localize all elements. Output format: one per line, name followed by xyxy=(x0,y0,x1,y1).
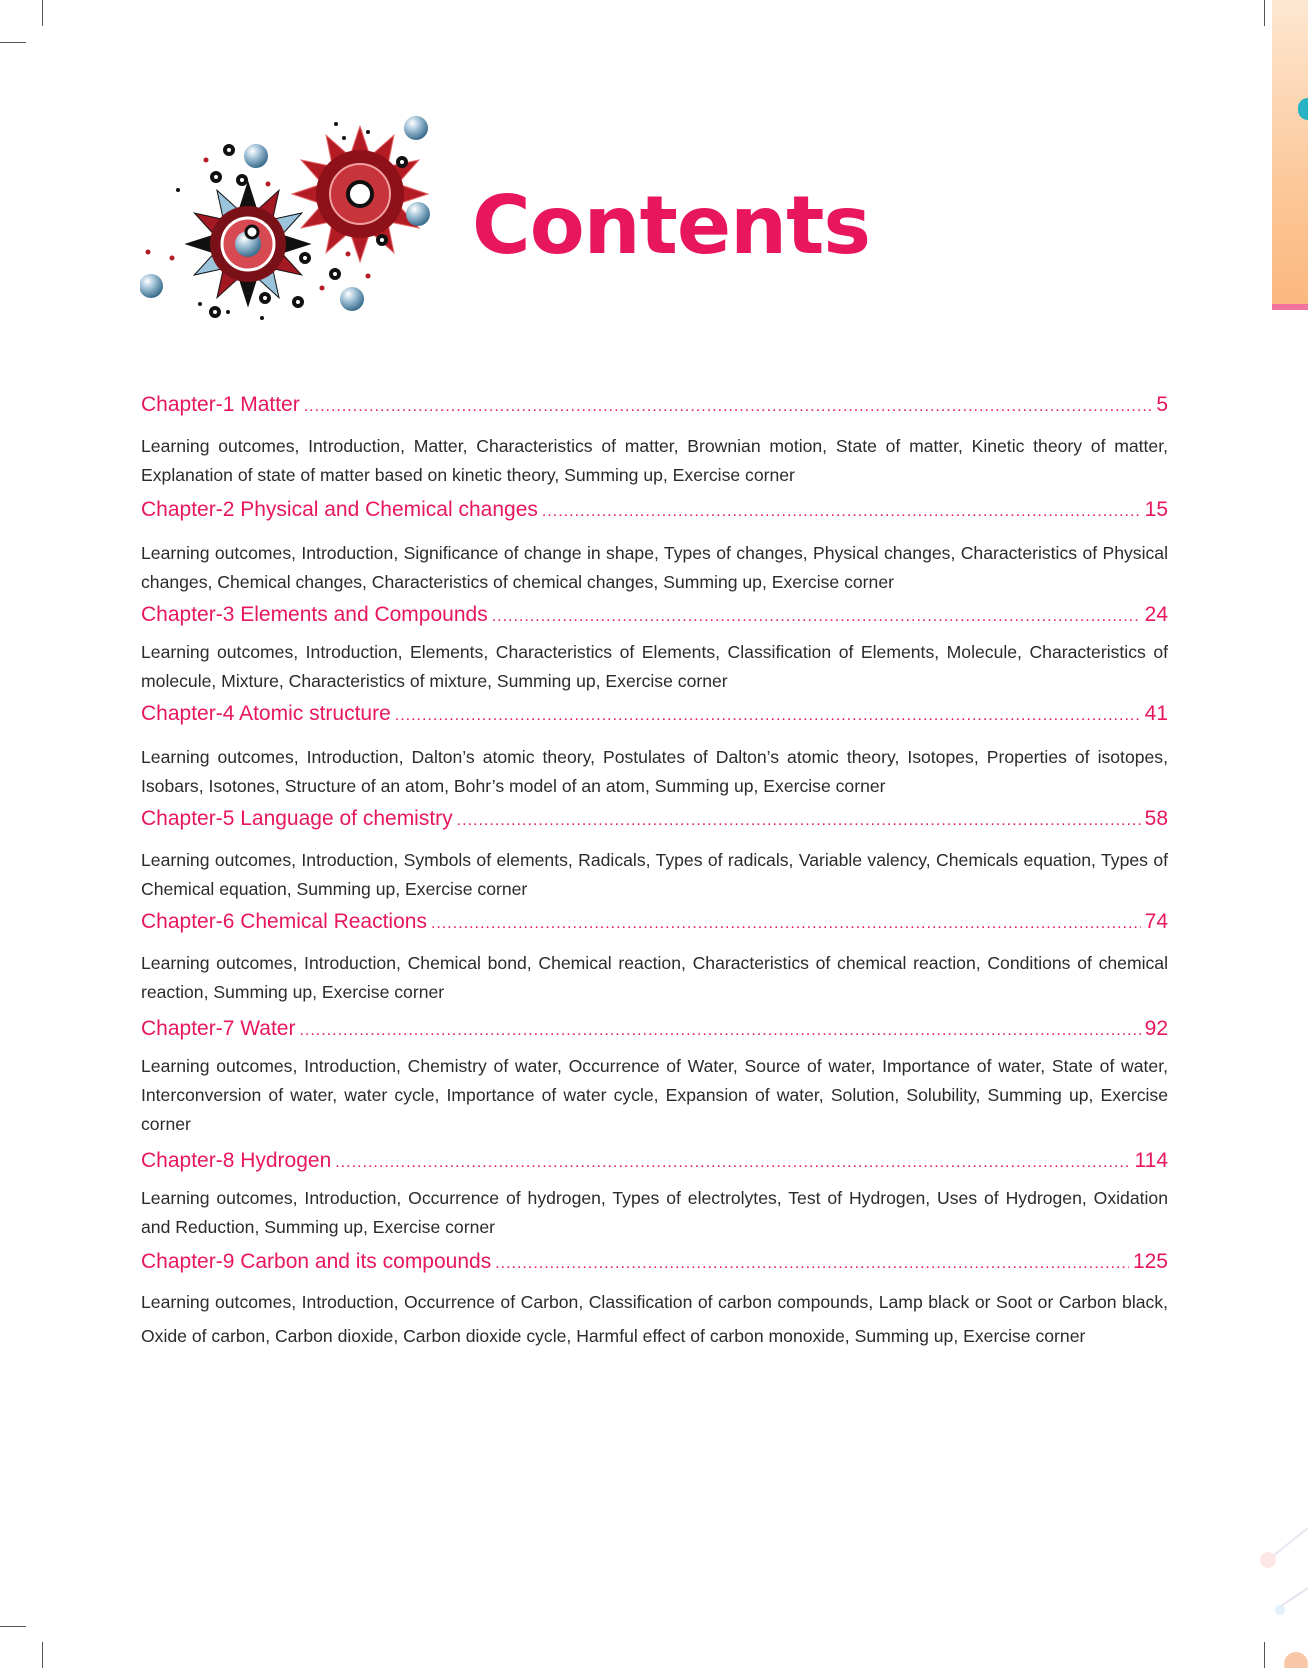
dot-leader xyxy=(457,812,1141,830)
toc-entry-chapter-2 xyxy=(141,498,1168,597)
chapter-heading-line[interactable] xyxy=(141,1250,1168,1277)
corner-molecule-decoration xyxy=(1248,1488,1308,1668)
toc-entry-chapter-4 xyxy=(141,702,1168,801)
dot-leader xyxy=(299,1022,1140,1040)
chapter-topics: Learning outcomes, Introduction, Matter, Characteristics of matter, Brownian motion, State of matter, Kinetic theory of matter, Explanation of state of matter based on kinetic theory, Summing up, Exercise corner xyxy=(141,436,1168,485)
chapter-page-number[interactable]: 125 xyxy=(1132,1250,1168,1273)
chapter-title[interactable]: Chapter-3 Elements and Compounds xyxy=(141,603,488,626)
chapter-page-number[interactable]: 41 xyxy=(1144,702,1168,725)
crop-mark xyxy=(42,1642,43,1668)
page-title: Contents xyxy=(472,179,870,272)
toc-entry-chapter-8 xyxy=(141,1149,1168,1242)
dot-leader xyxy=(304,398,1153,416)
chapter-topics: Learning outcomes, Introduction, Significance of change in shape, Types of changes, Physical changes, Characteristics of Physical changes, Chemical changes, Characteristics of chemical changes, Summing up, Exercise corner xyxy=(141,543,1168,592)
chapter-heading-line[interactable] xyxy=(141,910,1168,937)
chapter-heading-line[interactable] xyxy=(141,1149,1168,1176)
chapter-page-number[interactable]: 5 xyxy=(1156,393,1168,416)
crop-mark xyxy=(1264,0,1265,26)
chapter-page-number[interactable]: 24 xyxy=(1144,603,1168,626)
chapter-page-number[interactable]: 92 xyxy=(1144,1017,1168,1040)
chapter-title[interactable]: Chapter-9 Carbon and its compounds xyxy=(141,1250,492,1273)
toc-entry-chapter-7 xyxy=(141,1017,1168,1139)
toc-entry-chapter-1 xyxy=(141,393,1168,490)
toc-entry-chapter-3 xyxy=(141,603,1168,696)
chapter-title[interactable]: Chapter-5 Language of chemistry xyxy=(141,807,453,830)
chapter-title[interactable]: Chapter-6 Chemical Reactions xyxy=(141,910,427,933)
dot-leader xyxy=(495,1255,1129,1273)
chapter-heading-line[interactable] xyxy=(141,702,1168,729)
chapter-topics: Learning outcomes, Introduction, Occurrence of Carbon, Classification of carbon compounds, Lamp black or Soot or Carbon black, Oxide of carbon, Carbon dioxide, Carbon dioxide cycle, Harmful effect of carbon monoxide, Summing up, Exercise corner xyxy=(141,1292,1168,1346)
chapter-title[interactable]: Chapter-1 Matter xyxy=(141,393,300,416)
chapter-topics: Learning outcomes, Introduction, Chemical bond, Chemical reaction, Characteristics of chemical reaction, Conditions of chemical reaction, Summing up, Exercise corner xyxy=(141,953,1168,1002)
chapter-title[interactable]: Chapter-8 Hydrogen xyxy=(141,1149,332,1172)
toc-entry-chapter-9 xyxy=(141,1250,1168,1353)
side-strip-accent-line xyxy=(1272,304,1308,310)
chapter-title[interactable]: Chapter-7 Water xyxy=(141,1017,296,1040)
crop-mark xyxy=(0,42,26,43)
chapter-topics: Learning outcomes, Introduction, Symbols of elements, Radicals, Types of radicals, Variable valency, Chemicals equation, Types of Chemical equation, Summing up, Exercise corner xyxy=(141,850,1168,899)
chapter-page-number[interactable]: 74 xyxy=(1144,910,1168,933)
dot-leader xyxy=(542,503,1141,521)
chapter-page-number[interactable]: 58 xyxy=(1144,807,1168,830)
crop-mark xyxy=(42,0,43,26)
dot-leader xyxy=(431,915,1141,933)
chapter-topics: Learning outcomes, Introduction, Dalton’s atomic theory, Postulates of Dalton’s atomic theory, Isotopes, Properties of isotopes, Isobars, Isotones, Structure of an atom, Bohr’s model of an atom, Summing up, Exercise corner xyxy=(141,747,1168,796)
chapter-title[interactable]: Chapter-2 Physical and Chemical changes xyxy=(141,498,538,521)
chapter-topics: Learning outcomes, Introduction, Elements, Characteristics of Elements, Classification of Elements, Molecule, Characteristics of molecule, Mixture, Characteristics of mixture, Summing up, Exercise corner xyxy=(141,642,1168,691)
toc-entry-chapter-5 xyxy=(141,807,1168,904)
dot-leader xyxy=(395,707,1141,725)
toc-entry-chapter-6 xyxy=(141,910,1168,1007)
crop-mark xyxy=(0,1626,26,1627)
chapter-topics: Learning outcomes, Introduction, Occurrence of hydrogen, Types of electrolytes, Test of Hydrogen, Uses of Hydrogen, Oxidation and Reduction, Summing up, Exercise corner xyxy=(141,1188,1168,1237)
chapter-page-number[interactable]: 114 xyxy=(1134,1149,1168,1172)
dot-leader xyxy=(335,1154,1130,1172)
table-of-contents xyxy=(141,393,1168,1353)
chapter-heading-line[interactable] xyxy=(141,807,1168,834)
chapter-topics: Learning outcomes, Introduction, Chemistry of water, Occurrence of Water, Source of water, Importance of water, State of water, Interconversion of water, water cycle, Importance of water cycle, Expansion of water, Solution, Solubility, Summing up, Exercise corner xyxy=(141,1056,1168,1134)
chapter-heading-line[interactable] xyxy=(141,393,1168,420)
chapter-heading-line[interactable] xyxy=(141,1017,1168,1044)
chapter-heading-line[interactable] xyxy=(141,603,1168,630)
chapter-page-number[interactable]: 15 xyxy=(1144,498,1168,521)
dot-leader xyxy=(492,608,1141,626)
side-color-strip xyxy=(1272,0,1308,310)
chapter-heading-line[interactable] xyxy=(141,498,1168,525)
molecule-logo-icon xyxy=(140,110,470,350)
chapter-title[interactable]: Chapter-4 Atomic structure xyxy=(141,702,391,725)
